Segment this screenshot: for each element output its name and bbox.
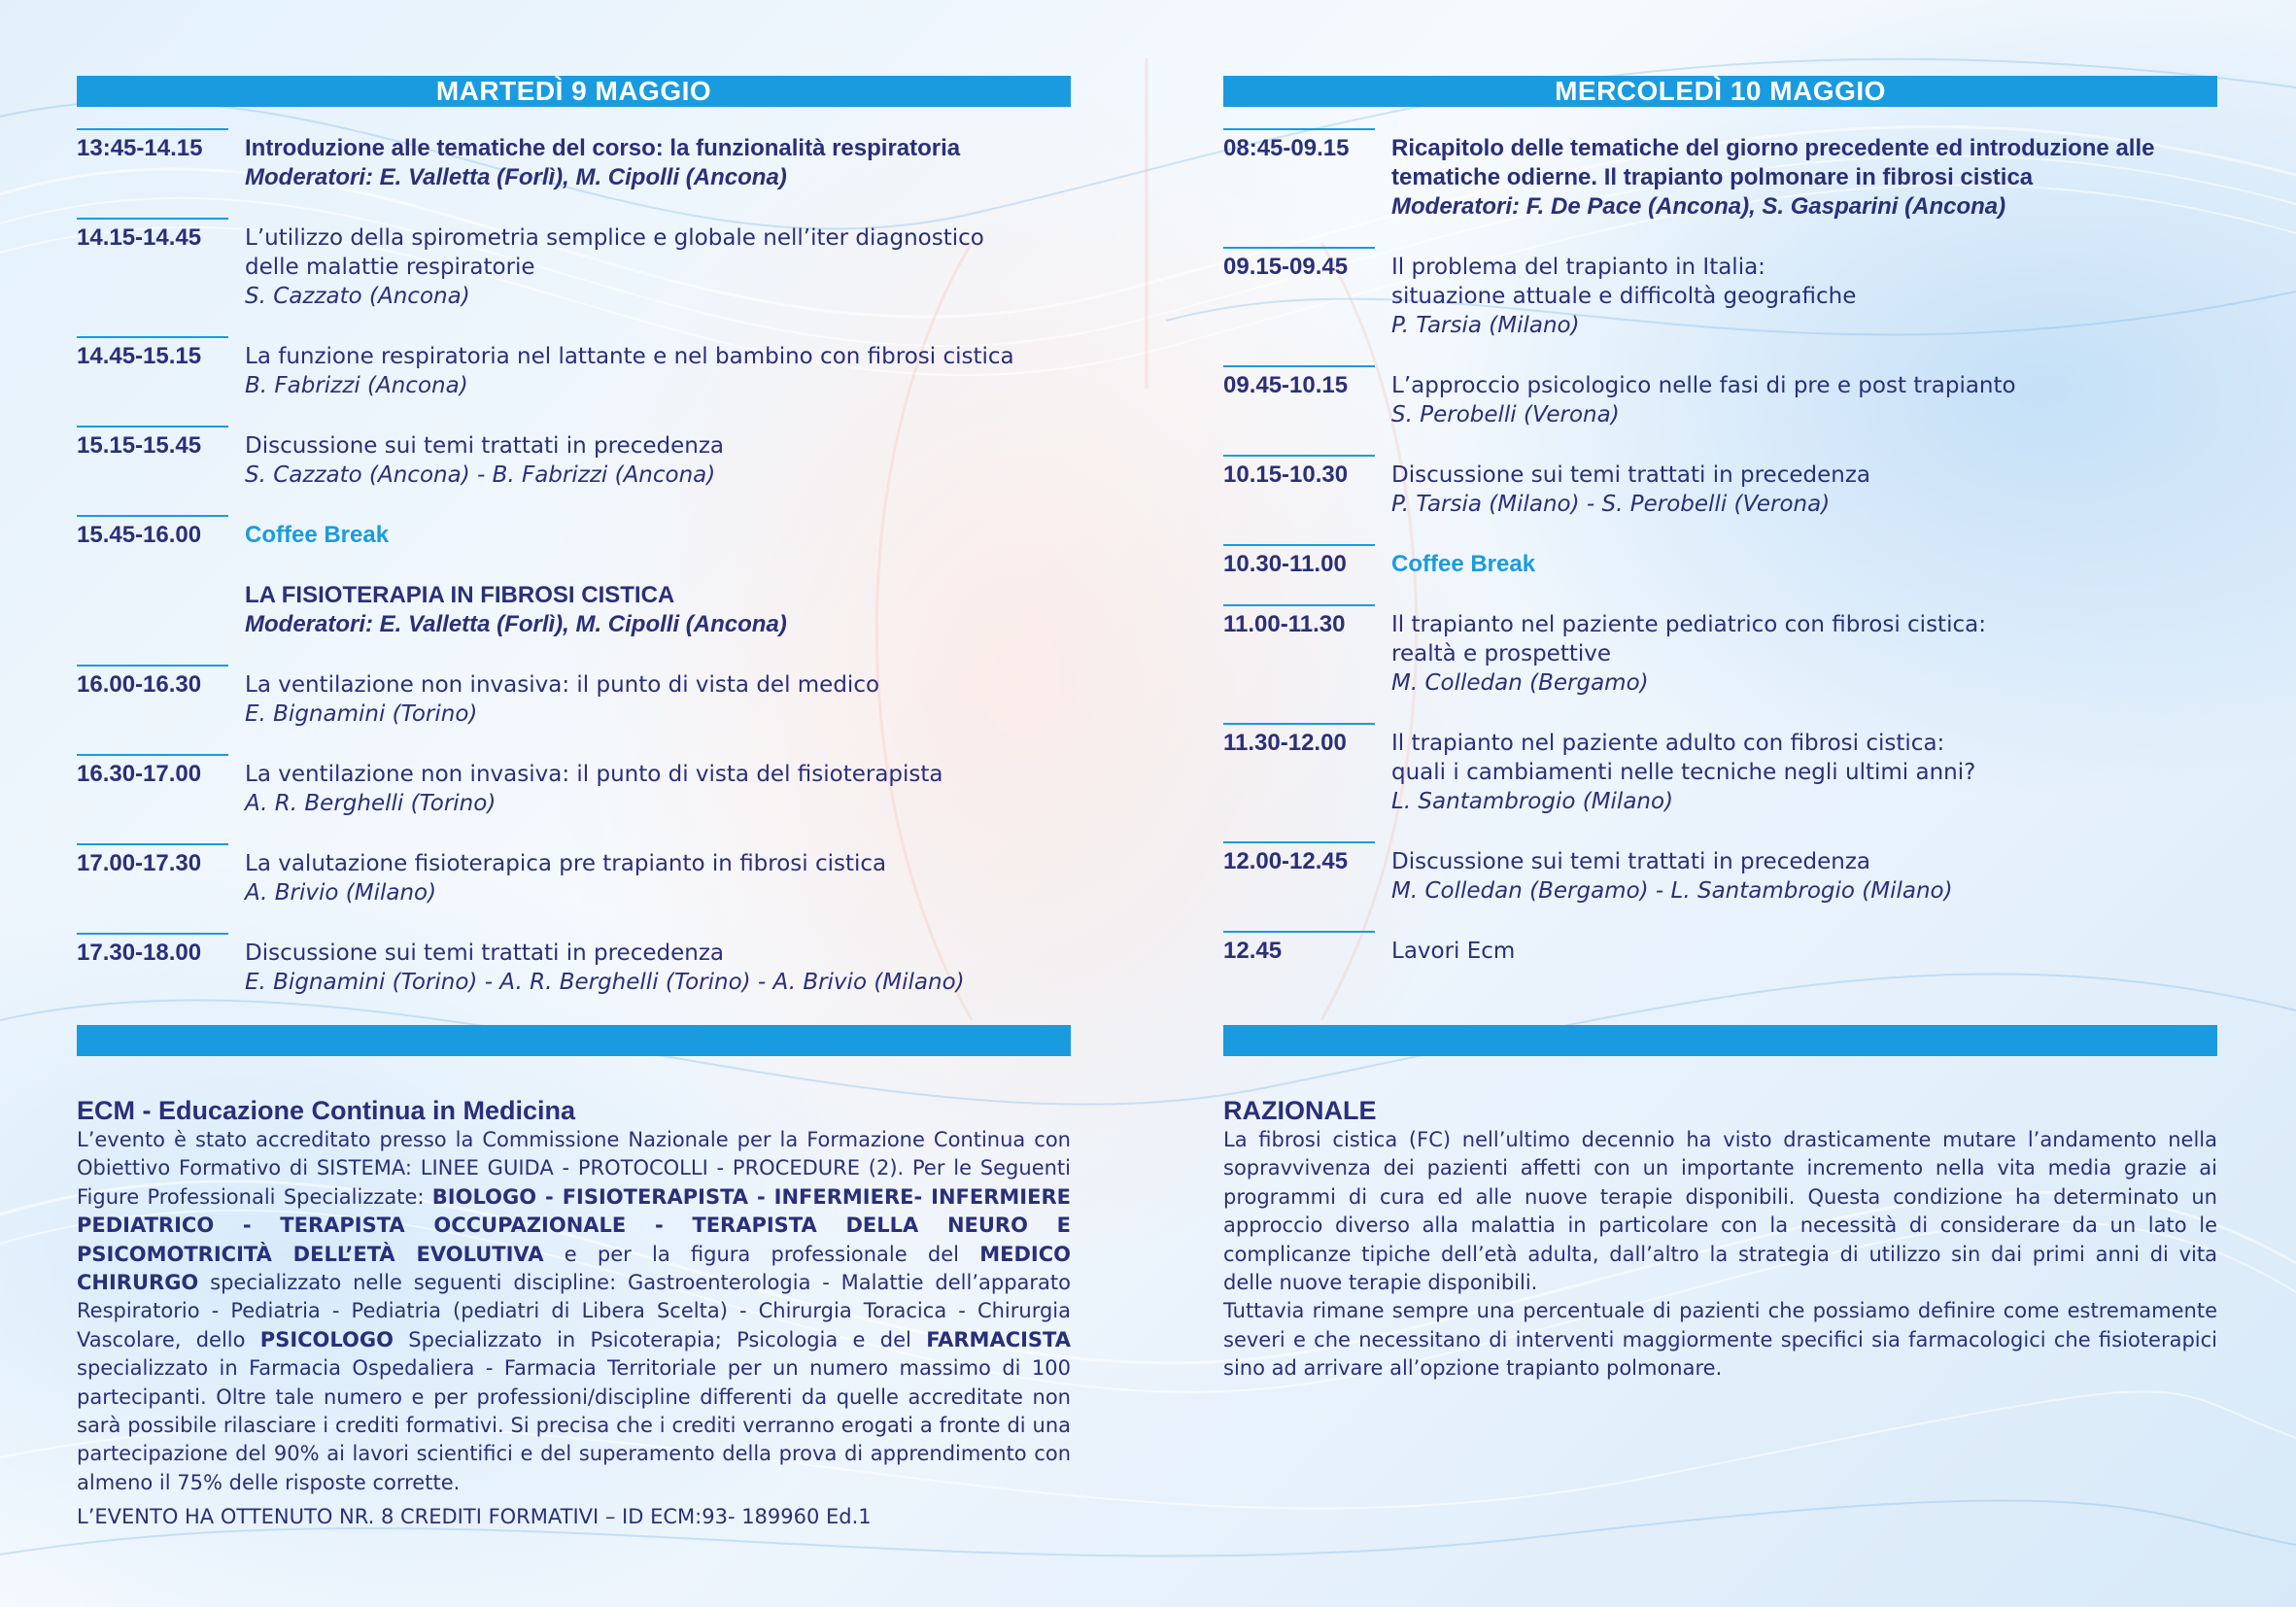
ecm-professions: BIOLOGO - FISIOTERAPISTA - INFERMIERE- INFERMIERE PEDIATRICO - TERAPISTA OCCUPAZIONALE - TERAPISTA DELLA NEURO E PSICOMOTRICITÀ DELL’ETÀ EVOLUTIVA <box>77 1184 1071 1266</box>
ecm-heading: ECM - Educazione Continua in Medicina <box>77 1096 576 1125</box>
slot-speakers: P. Tarsia (Milano) <box>1391 313 1580 338</box>
slot-time: 14.15-14.45 <box>77 224 202 251</box>
slot-title: La ventilazione non invasiva: il punto di vista del medico <box>245 672 880 698</box>
slot-title: Il problema del trapianto in Italia: situazione attuale e difficoltà geografiche <box>1391 255 1857 309</box>
slot-divider <box>77 754 228 756</box>
session-header <box>77 575 1071 639</box>
ecm-medico: MEDICO CHIRURGO <box>77 1242 1071 1295</box>
slot-title: La funzione respiratoria nel lattante e nel bambino con fibrosi cistica <box>245 344 1014 369</box>
slot-divider <box>77 426 228 427</box>
slot-time: 10.30-11.00 <box>1223 551 1347 577</box>
slot-speakers: M. Colledan (Bergamo) <box>1391 670 1649 696</box>
schedule-slot <box>1223 128 2217 222</box>
razionale-section <box>1223 1095 2217 1384</box>
slot-time: 15.45-16.00 <box>77 522 202 548</box>
slot-divider <box>1223 604 1375 606</box>
ecm-text: specializzato in Farmacia Ospedaliera - Farmacia Territoriale per un numero massimo di 100 partecipanti. Oltre tale numero e per professioni/discipline differenti da quelle accreditate non sarà possibile rilasciare i crediti formativi. Si precisa che i crediti verranno erogati a fronte di una partecipazione del 90% ai lavori scientifici e del superamento della prova di apprendimento con almeno il 75% delle risposte corrette. <box>77 1356 1071 1494</box>
schedule-slot-break <box>77 515 1071 550</box>
slot-title: La valutazione fisioterapica pre trapianto in fibrosi cistica <box>245 851 887 876</box>
ecm-psicologo: PSICOLOGO <box>259 1327 394 1351</box>
slot-speakers: A. R. Berghelli (Torino) <box>245 791 497 816</box>
razionale-paragraph: Tuttavia rimane sempre una percentuale di pazienti che possiamo definire come estremamente severi e che necessitano di interventi maggiormente specifici sia farmacologici che fisioterapici sino ad arrivare all’opzione trapianto polmonare. <box>1223 1299 2217 1381</box>
slot-title: Ricapitolo delle tematiche del giorno precedente ed introduzione alle tematiche odierne. Il trapianto polmonare in fibrosi cistica <box>1391 135 2155 190</box>
slot-time: 08:45-09.15 <box>1223 135 1350 161</box>
schedule-slot <box>77 665 1071 729</box>
coffee-break-label: Coffee Break <box>1391 551 1536 577</box>
slot-divider <box>77 218 228 220</box>
slot-divider <box>1223 723 1375 725</box>
schedule-slot-break <box>1223 544 2217 579</box>
slot-time: 11.30-12.00 <box>1223 730 1347 756</box>
slot-title: Introduzione alle tematiche del corso: la funzionalità respiratoria <box>245 135 961 161</box>
slot-divider <box>77 336 228 338</box>
razionale-heading: RAZIONALE <box>1223 1096 1377 1125</box>
slot-title: Discussione sui temi trattati in precedenza <box>245 433 724 459</box>
day-banner: MARTEDÌ 9 MAGGIO <box>77 76 1071 107</box>
schedule-slot <box>77 426 1071 490</box>
coffee-break-label: Coffee Break <box>245 522 390 548</box>
slot-speakers: E. Bignamini (Torino) - A. R. Berghelli (Torino) - A. Brivio (Milano) <box>245 970 965 995</box>
slot-divider <box>1223 841 1375 843</box>
slot-divider <box>1223 128 1375 130</box>
slot-divider <box>1223 931 1375 933</box>
slot-speakers: S. Perobelli (Verona) <box>1391 402 1620 427</box>
slot-title: L’approccio psicologico nelle fasi di pre e post trapianto <box>1391 373 2016 398</box>
slot-time: 17.30-18.00 <box>77 940 202 966</box>
slot-divider <box>1223 455 1375 457</box>
slot-speakers: B. Fabrizzi (Ancona) <box>245 373 468 398</box>
slot-time <box>77 581 245 639</box>
schedule-slot <box>77 933 1071 997</box>
slot-title: Il trapianto nel paziente pediatrico con fibrosi cistica: realtà e prospettive <box>1391 612 1986 667</box>
slot-speakers: A. Brivio (Milano) <box>245 880 437 906</box>
schedule-list <box>77 128 1071 997</box>
slot-speakers: P. Tarsia (Milano) - S. Perobelli (Verona) <box>1391 492 1831 517</box>
slot-time: 12.45 <box>1223 938 1283 964</box>
schedule-slot <box>1223 723 2217 816</box>
slot-time: 09.45-10.15 <box>1223 372 1349 398</box>
slot-divider <box>77 843 228 845</box>
schedule-slot <box>77 128 1071 192</box>
schedule-slot <box>1223 365 2217 429</box>
ecm-body <box>77 1126 1071 1497</box>
slot-time: 16.30-17.00 <box>77 761 202 787</box>
slot-speakers: S. Cazzato (Ancona) <box>245 284 470 309</box>
divider-bar <box>1223 1025 2217 1056</box>
razionale-paragraph: La fibrosi cistica (FC) nell’ultimo decennio ha visto drasticamente mutare l’andamento nella sopravvivenza dei pazienti affetti con un importante incremento nella vita media grazie ai programmi di cura ed alle nuove terapie disponibili. Questa condizione ha determinato un approccio diverso alla malattia in particolare con la necessità di considerare da un lato le complicanze tipiche dell’età adulta, dall’altro la strategia di utilizzo sin dai primi anni di vita delle nuove terapie disponibili. <box>1223 1128 2217 1295</box>
schedule-slot <box>1223 604 2217 698</box>
slot-time: 17.00-17.30 <box>77 850 202 876</box>
schedule-slot <box>77 336 1071 400</box>
slot-divider <box>77 128 228 130</box>
slot-divider <box>77 933 228 935</box>
schedule-slot <box>1223 247 2217 340</box>
slot-title: La ventilazione non invasiva: il punto di vista del fisioterapista <box>245 762 943 787</box>
slot-title: Discussione sui temi trattati in precedenza <box>1391 849 1870 874</box>
schedule-slot <box>1223 931 2217 966</box>
slot-time: 11.00-11.30 <box>1223 611 1346 637</box>
ecm-text: L’evento è stato accreditato presso la Commissione Nazionale per la Formazione Continua con Obiettivo Formativo di SISTEMA: LINEE GUIDA - PROTOCOLLI - PROCEDURE (2). Per le Seguenti Figure Professionali Specializzate: <box>77 1128 1071 1209</box>
slot-time: 15.15-15.45 <box>77 432 202 459</box>
schedule-list <box>1223 128 2217 966</box>
slot-title: Il trapianto nel paziente adulto con fibrosi cistica: quali i cambiamenti nelle tecniche negli ultimi anni? <box>1391 731 1976 785</box>
slot-title: Discussione sui temi trattati in precedenza <box>1391 462 1870 488</box>
slot-speakers: E. Bignamini (Torino) <box>245 701 478 727</box>
ecm-credits: L’EVENTO HA OTTENUTO NR. 8 CREDITI FORMATIVI – ID ECM:93- 189960 Ed.1 <box>77 1505 872 1529</box>
schedule-slot <box>77 754 1071 818</box>
slot-time: 16.00-16.30 <box>77 671 202 698</box>
slot-time: 12.00-12.45 <box>1223 848 1349 874</box>
slot-divider <box>77 515 228 517</box>
schedule-slot <box>1223 455 2217 519</box>
ecm-section <box>77 1095 1071 1532</box>
divider-bar <box>77 1025 1071 1056</box>
slot-moderators: Moderatori: E. Valletta (Forlì), M. Cipolli (Ancona) <box>245 164 787 190</box>
slot-moderators: Moderatori: E. Valletta (Forlì), M. Cipolli (Ancona) <box>245 611 787 637</box>
schedule-slot <box>77 843 1071 907</box>
ecm-farmacista: FARMACISTA <box>926 1327 1071 1351</box>
slot-speakers: L. Santambrogio (Milano) <box>1391 789 1674 814</box>
day-banner: MERCOLEDÌ 10 MAGGIO <box>1223 76 2217 107</box>
ecm-text: Specializzato in Psicoterapia; Psicologia e del <box>393 1327 927 1351</box>
slot-time: 14.45-15.15 <box>77 343 202 369</box>
slot-title: L’utilizzo della spirometria semplice e globale nell’iter diagnostico delle malattie respiratorie <box>245 225 984 280</box>
slot-moderators: Moderatori: F. De Pace (Ancona), S. Gasparini (Ancona) <box>1391 193 2006 220</box>
slot-time: 10.15-10.30 <box>1223 462 1349 488</box>
slot-speakers: S. Cazzato (Ancona) - B. Fabrizzi (Ancona) <box>245 462 716 488</box>
slot-speakers: M. Colledan (Bergamo) - L. Santambrogio (Milano) <box>1391 878 1953 904</box>
day-column-wednesday <box>1223 76 2217 991</box>
slot-time: 09.15-09.45 <box>1223 254 1349 280</box>
slot-title: Discussione sui temi trattati in precedenza <box>245 940 724 966</box>
ecm-text: e per la figura professionale del <box>543 1242 980 1266</box>
schedule-slot <box>1223 841 2217 906</box>
slot-divider <box>1223 544 1375 546</box>
day-column-tuesday <box>77 76 1071 1022</box>
slot-time: 13:45-14.15 <box>77 135 203 161</box>
ecm-text: specializzato nelle seguenti discipline: Gastroenterologia - Malattie dell’apparato Respiratorio - Pediatria - Pediatria (pediatri di Libera Scelta) - Chirurgia Toracica - Chirurgia Vascolare, dello <box>77 1271 1071 1351</box>
slot-divider <box>1223 247 1375 249</box>
session-title: LA FISIOTERAPIA IN FIBROSI CISTICA <box>245 582 675 608</box>
slot-title: Lavori Ecm <box>1391 939 1516 964</box>
slot-divider <box>77 665 228 667</box>
slot-divider <box>1223 365 1375 367</box>
schedule-slot <box>77 218 1071 311</box>
